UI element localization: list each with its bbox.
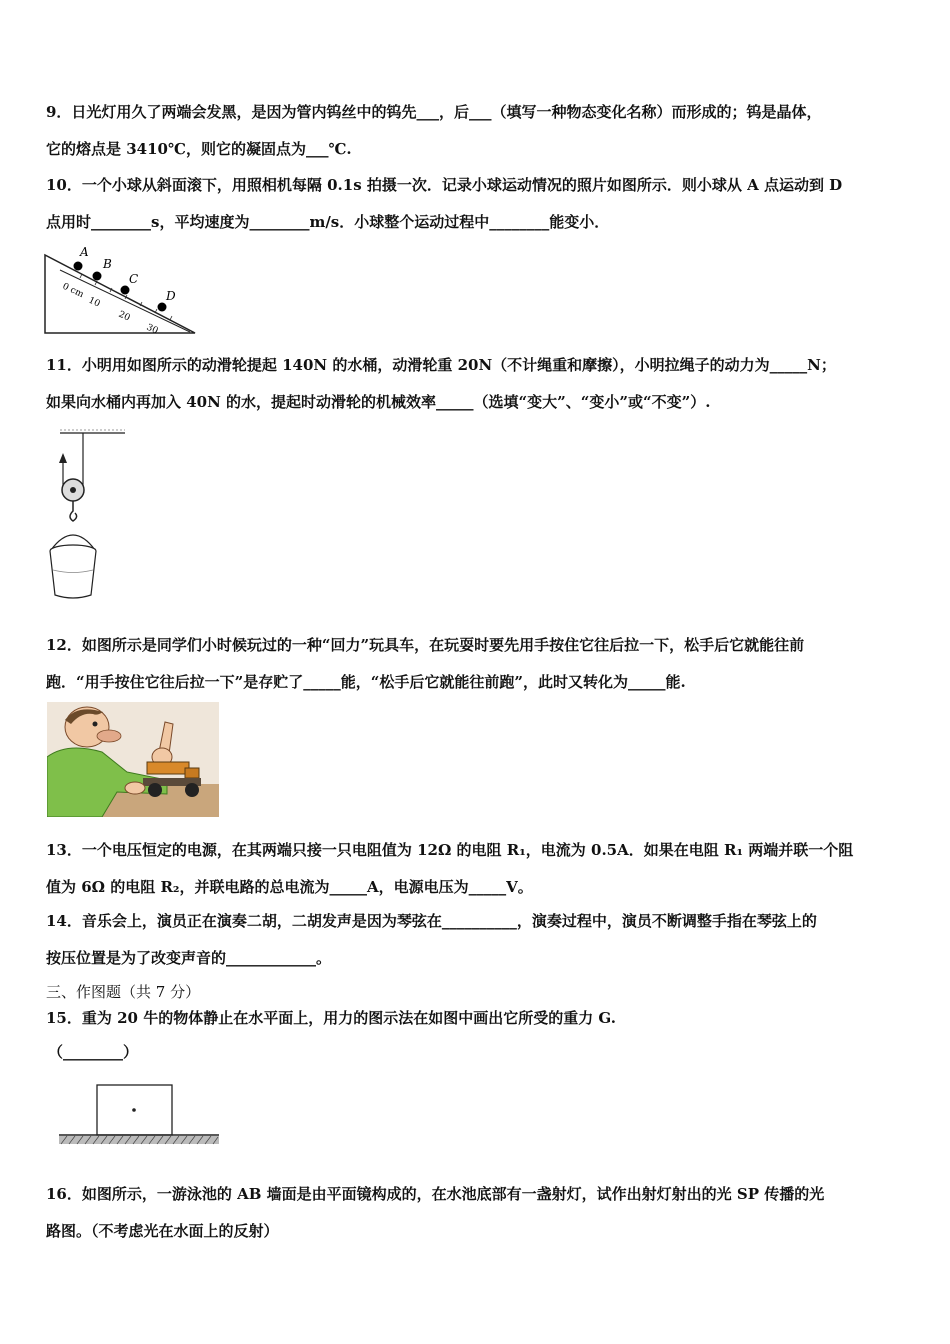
label-a: A <box>80 245 89 259</box>
q9-line2: 它的熔点是 3410℃，则它的凝固点为___℃. <box>46 140 352 158</box>
q16-line2: 路图。（不考虑光在水面上的反射） <box>46 1222 279 1240</box>
incline-ruler-figure <box>40 240 205 340</box>
q12-line2: 跑．“用手按住它往后拉一下”是存贮了_____能，“松手后它就能往前跑”，此时又转化为_____能. <box>46 673 686 691</box>
tick-30: 30 <box>144 322 160 337</box>
block-center-dot <box>132 1108 136 1112</box>
q15-line1: 15．重为 20 牛的物体静止在水平面上，用力的图示法在如图中画出它所受的重力 G. <box>46 1009 616 1027</box>
bucket-body <box>50 551 96 598</box>
toy-wheel-front <box>185 783 199 797</box>
toy-truck-bed <box>147 762 189 774</box>
q13-line1: 13．一个电压恒定的电源，在其两端只接一只电阻值为 12Ω 的电阻 R₁，电流为 0.5A．如果在电阻 R₁ 两端并联一个阻 <box>46 841 854 859</box>
person-nose <box>97 730 121 742</box>
q15-answer-blank: （________） <box>48 1043 139 1061</box>
q16-line1: 16．如图所示，一游泳池的 AB 墙面是由平面镜构成的，在水池底部有一盏射灯，试作出射灯射出的光 SP 传播的光 <box>46 1185 825 1203</box>
q11-line2: 如果向水桶内再加入 40N 的水，提起时动滑轮的机械效率_____（选填“变大”、“变小”或“不变”）. <box>46 393 711 411</box>
section-heading: 三、作图题（共 7 分） <box>46 983 201 1001</box>
q12-line1: 12．如图所示是同学们小时候玩过的一种“回力”玩具车，在玩耍时要先用手按住它往后拉一下，松手后它就能往前 <box>46 636 805 654</box>
ball-c <box>121 286 130 295</box>
hook <box>70 501 77 521</box>
toy-truck-cab <box>185 768 199 778</box>
person-eye <box>93 722 98 727</box>
label-c: C <box>129 272 139 286</box>
ground-hatch <box>59 1136 219 1144</box>
q14-line2: 按压位置是为了改变声音的____________。 <box>46 949 332 967</box>
q11-line1: 11．小明用如图所示的动滑轮提起 140N 的水桶，动滑轮重 20N（不计绳重和摩擦），小明拉绳子的动力为_____N； <box>46 356 836 374</box>
ball-d <box>158 303 167 312</box>
q13-line2: 值为 6Ω 的电阻 R₂，并联电路的总电流为_____A，电源电压为_____V。 <box>46 878 533 896</box>
toy-car-illustration <box>47 702 219 817</box>
toy-wheel-rear <box>148 783 162 797</box>
q10-line1: 10．一个小球从斜面滚下，用照相机每隔 0.1s 拍摄一次．记录小球运动情况的照片如图所示．则小球从 A 点运动到 D <box>46 176 843 194</box>
q9-line1: 9．日光灯用久了两端会发黑，是因为管内钨丝中的钨先___，后___（填写一种物态变化名称）而形成的；钨是晶体， <box>46 103 822 121</box>
tick-20: 20 <box>116 309 132 324</box>
label-b: B <box>103 257 112 271</box>
pushing-hand <box>125 782 145 794</box>
pull-arrow <box>59 453 67 463</box>
pulley-bucket-figure <box>45 425 140 605</box>
q14-line1: 14．音乐会上，演员正在演奏二胡，二胡发声是因为琴弦在__________，演奏过程中，演员不断调整手指在琴弦上的 <box>46 912 817 930</box>
ball-b <box>93 272 102 281</box>
q10-line2: 点用时________s，平均速度为________m/s．小球整个运动过程中________能变小． <box>46 213 610 231</box>
tick-10: 10 <box>86 295 102 310</box>
ruler-unit: 0 cm <box>60 281 86 301</box>
block-on-ground-figure <box>55 1080 223 1148</box>
ball-a <box>74 262 83 271</box>
label-d: D <box>166 289 176 303</box>
